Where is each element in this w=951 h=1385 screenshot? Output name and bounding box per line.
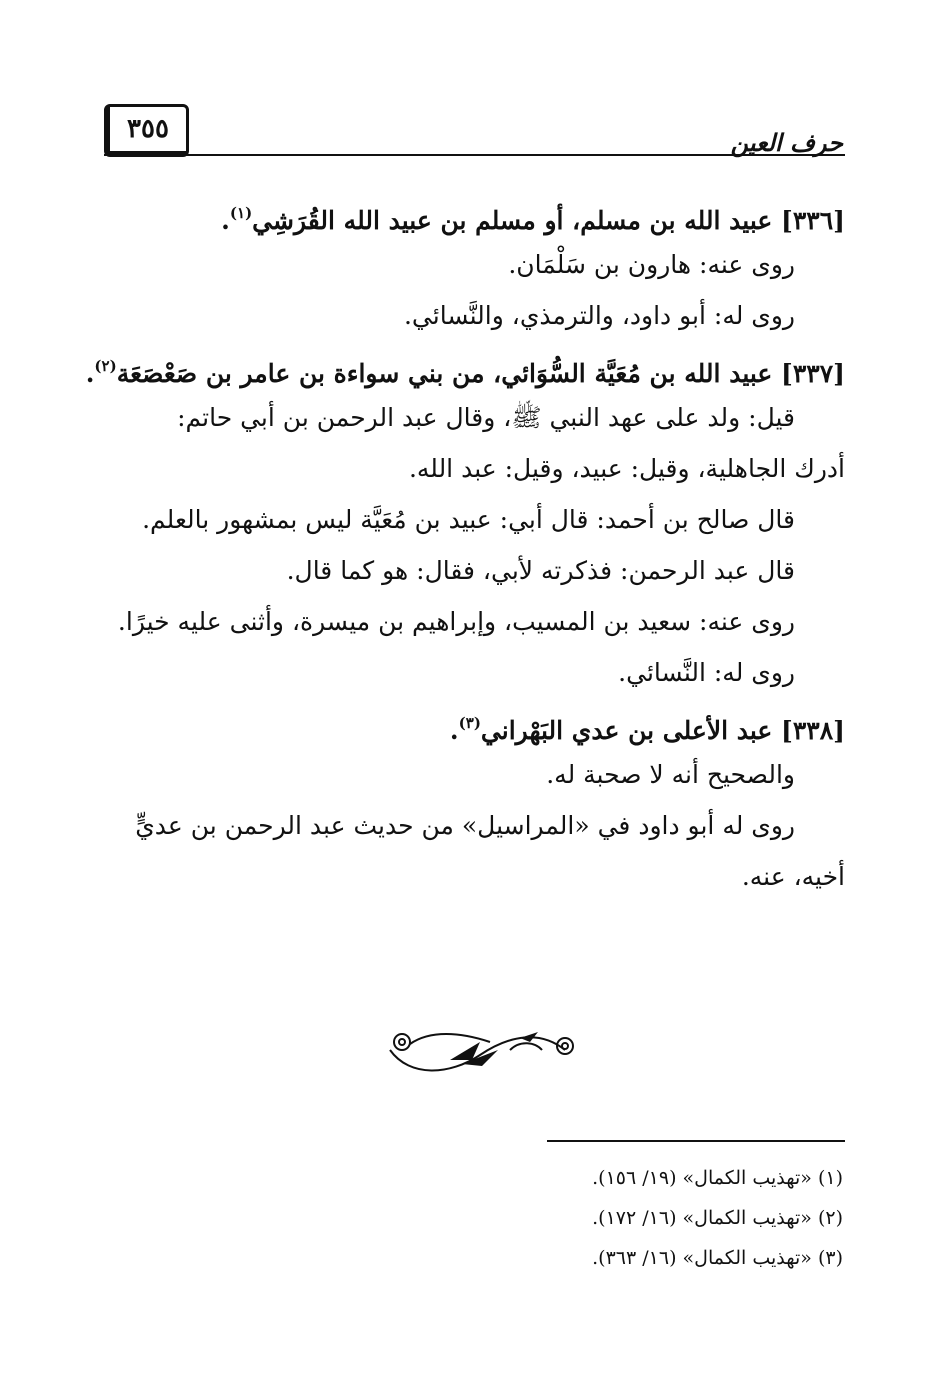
text-line: روى له: النَّسائي. xyxy=(618,658,795,687)
entry-heading-336 xyxy=(105,188,845,239)
footnote-2: (٢) «تهذيب الكمال» (١٦/ ١٧٢). xyxy=(592,1207,843,1229)
text-line: أدرك الجاهلية، وقيل: عبيد، وقيل: عبد الله. xyxy=(408,454,845,483)
footnote-divider xyxy=(547,1140,845,1142)
main-text xyxy=(85,188,845,902)
entry-title: [٣٣٨] عبد الأعلى بن عدي البَهْراني xyxy=(480,716,845,745)
footnote-1: (١) «تهذيب الكمال» (١٩/ ١٥٦). xyxy=(592,1167,843,1189)
header-divider xyxy=(104,154,845,156)
footnote-mark: (٣) xyxy=(458,714,481,732)
heading-end: . xyxy=(85,359,95,388)
text-line: قال صالح بن أحمد: قال أبي: عبيد بن مُعَيَّة ليس بمشهور بالعلم. xyxy=(142,505,795,534)
text-line: روى له: أبو داود، والترمذي، والنَّسائي. xyxy=(403,301,795,330)
entry-heading-337 xyxy=(85,341,845,392)
running-header-title: حرف العين xyxy=(730,128,843,157)
text-line: قال عبد الرحمن: فذكرته لأبي، فقال: هو كما قال. xyxy=(286,556,795,585)
footnote-mark: (١) xyxy=(229,204,253,222)
text-line: قيل: ولد على عهد النبي ﷺ، وقال عبد الرحمن بن أبي حاتم: xyxy=(177,403,795,432)
entry-title: [٣٣٧] عبيد الله بن مُعَيَّة السُّوَائي، من بني سواءة بن عامر بن صَعْصَعَة xyxy=(116,359,845,388)
footnote-mark: (٢) xyxy=(94,357,117,375)
heading-end: . xyxy=(221,206,230,235)
text-line: روى له أبو داود في «المراسيل» من حديث عبد الرحمن بن عديٍّ xyxy=(135,811,795,840)
footnote-3: (٣) «تهذيب الكمال» (١٦/ ٣٦٣). xyxy=(592,1247,843,1269)
entry-heading-338 xyxy=(105,698,845,749)
text-line: والصحيح أنه لا صحبة له. xyxy=(546,760,795,789)
page-number: ٣٥٥ xyxy=(104,104,189,157)
ornament-divider-icon xyxy=(370,1020,580,1080)
text-line: روى عنه: هارون بن سَلْمَان. xyxy=(508,250,795,279)
footnotes xyxy=(103,1158,843,1278)
entry-title: [٣٣٦] عبيد الله بن مسلم، أو مسلم بن عبيد الله القُرَشِي xyxy=(252,206,845,235)
heading-end: . xyxy=(449,716,459,745)
text-line: روى عنه: سعيد بن المسيب، وإبراهيم بن ميسرة، وأثنى عليه خيرًا. xyxy=(117,607,795,636)
text-line: أخيه، عنه. xyxy=(741,862,845,891)
